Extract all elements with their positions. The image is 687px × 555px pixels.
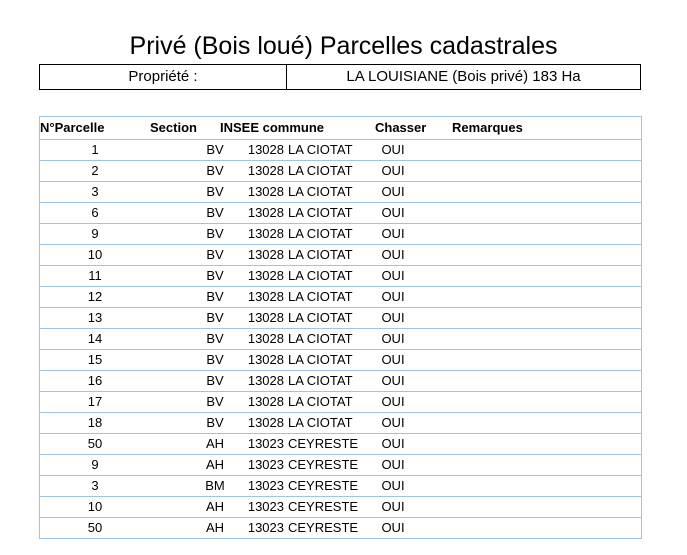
cell-parcelle: 11 — [88, 268, 102, 283]
cell-chasser-wrap — [375, 140, 452, 161]
cell-parcelle: 12 — [87, 289, 103, 304]
cell-insee-code: 13028 — [247, 142, 284, 157]
cell-chasser-wrap — [375, 455, 452, 476]
cell-section: BV — [206, 289, 224, 304]
cell-chasser: OUI — [381, 226, 405, 241]
cell-chasser-wrap — [375, 497, 452, 518]
cell-insee-code: 13028 — [247, 331, 284, 346]
cell-parcelle: 3 — [91, 478, 99, 493]
cell-chasser: OUI — [381, 457, 405, 472]
cell-chasser-wrap — [375, 224, 452, 245]
cell-section-wrap — [150, 518, 225, 539]
cell-insee-commune — [220, 434, 375, 455]
cell-insee-code: 13028 — [247, 394, 284, 409]
cell-section: AH — [205, 436, 225, 451]
cell-section: BM — [205, 478, 225, 493]
cell-section: BV — [206, 373, 224, 388]
cell-section-wrap — [150, 455, 225, 476]
cell-remarques — [452, 350, 642, 371]
table-row — [40, 329, 642, 350]
cell-chasser: OUI — [381, 247, 405, 262]
table-row — [40, 413, 642, 434]
table-row — [40, 266, 642, 287]
header-parcelle: N°Parcelle — [40, 120, 105, 135]
cell-commune: LA CIOTAT — [288, 226, 353, 241]
cell-parcelle: 3 — [91, 184, 99, 199]
cell-chasser-wrap — [375, 350, 452, 371]
cell-chasser-wrap — [375, 161, 452, 182]
cell-chasser-wrap — [375, 308, 452, 329]
cell-commune: LA CIOTAT — [288, 331, 353, 346]
cell-insee-code: 13028 — [247, 247, 284, 262]
cell-insee-code: 13028 — [247, 310, 284, 325]
table-row — [40, 518, 642, 539]
table-row — [40, 350, 642, 371]
table-row — [40, 203, 642, 224]
cell-remarques — [452, 266, 642, 287]
cell-insee-commune — [220, 371, 375, 392]
cell-chasser-wrap — [375, 182, 452, 203]
cell-commune: LA CIOTAT — [288, 205, 353, 220]
cell-chasser: OUI — [381, 373, 405, 388]
page-title: Privé (Bois loué) Parcelles cadastrales — [129, 32, 558, 60]
cell-insee-commune — [220, 224, 375, 245]
cell-insee-code: 13028 — [247, 373, 284, 388]
cell-section-wrap — [150, 476, 225, 497]
cell-insee-commune — [220, 182, 375, 203]
table-row — [40, 140, 642, 161]
cell-insee-code: 13028 — [247, 184, 284, 199]
cell-section: BV — [206, 184, 224, 199]
cell-chasser-wrap — [375, 392, 452, 413]
cell-commune: LA CIOTAT — [288, 142, 353, 157]
cell-section: BV — [206, 247, 224, 262]
cell-parcelle: 14 — [87, 331, 103, 346]
cell-chasser: OUI — [381, 352, 405, 367]
cell-parcelle: 15 — [87, 352, 103, 367]
cell-chasser: OUI — [381, 520, 405, 535]
cell-section: BV — [206, 331, 224, 346]
cell-insee-commune — [220, 497, 375, 518]
cell-insee-commune — [220, 308, 375, 329]
cell-section-wrap — [150, 329, 224, 350]
cell-remarques — [452, 329, 642, 350]
cell-section-wrap — [150, 287, 224, 308]
cell-insee-code: 13023 — [247, 520, 284, 535]
table-row — [40, 476, 642, 497]
cell-remarques — [452, 476, 642, 497]
cell-section: BV — [206, 352, 224, 367]
cell-commune: LA CIOTAT — [288, 247, 353, 262]
cell-insee-commune — [220, 413, 375, 434]
cell-section-wrap — [150, 161, 224, 182]
cell-insee-commune — [220, 455, 375, 476]
table-row — [40, 392, 642, 413]
cell-chasser: OUI — [381, 268, 405, 283]
cell-insee-code: 13028 — [247, 268, 284, 283]
cell-insee-code: 13023 — [247, 499, 284, 514]
cell-section-wrap — [150, 140, 224, 161]
cell-section: BV — [206, 394, 224, 409]
cell-parcelle: 16 — [87, 373, 103, 388]
cell-insee-commune — [220, 161, 375, 182]
header-remarques: Remarques — [452, 120, 523, 135]
cell-remarques — [452, 140, 642, 161]
cell-commune: LA CIOTAT — [288, 163, 353, 178]
cell-remarques — [452, 224, 642, 245]
cell-commune: CEYRESTE — [288, 478, 359, 493]
cell-commune: CEYRESTE — [288, 457, 359, 472]
cell-remarques — [452, 161, 642, 182]
cell-chasser: OUI — [381, 205, 405, 220]
cell-chasser-wrap — [375, 329, 452, 350]
cell-remarques — [452, 455, 642, 476]
cell-chasser: OUI — [381, 331, 405, 346]
cell-chasser-wrap — [375, 434, 452, 455]
cell-insee-commune — [220, 392, 375, 413]
cell-parcelle: 10 — [87, 247, 103, 262]
cell-section-wrap — [150, 497, 225, 518]
cell-section-wrap — [150, 182, 224, 203]
property-label: Propriété : — [40, 65, 287, 89]
cell-section: BV — [206, 205, 224, 220]
parcel-table — [39, 116, 642, 539]
cell-chasser-wrap — [375, 413, 452, 434]
cell-section: BV — [206, 268, 224, 283]
cell-section: BV — [206, 142, 224, 157]
cell-chasser-wrap — [375, 266, 452, 287]
cell-parcelle: 13 — [87, 310, 103, 325]
cell-section-wrap — [150, 308, 224, 329]
cell-section: AH — [205, 457, 225, 472]
cell-chasser: OUI — [381, 499, 405, 514]
table-row — [40, 371, 642, 392]
cell-remarques — [452, 287, 642, 308]
cell-chasser: OUI — [381, 478, 405, 493]
cell-section-wrap — [150, 392, 224, 413]
cell-chasser: OUI — [381, 289, 405, 304]
header-insee-commune: INSEE commune — [220, 120, 325, 135]
cell-insee-commune — [220, 518, 375, 539]
cell-commune: CEYRESTE — [288, 436, 359, 451]
property-value: LA LOUISIANE (Bois privé) 183 Ha — [346, 68, 581, 85]
cell-section: BV — [206, 415, 224, 430]
table-row — [40, 287, 642, 308]
cell-section-wrap — [150, 245, 224, 266]
cell-chasser-wrap — [375, 203, 452, 224]
table-body — [40, 140, 642, 539]
cell-remarques — [452, 371, 642, 392]
cell-section-wrap — [150, 266, 224, 287]
cell-chasser: OUI — [381, 163, 405, 178]
cell-remarques — [452, 497, 642, 518]
cell-chasser: OUI — [381, 415, 405, 430]
cell-commune: LA CIOTAT — [288, 352, 353, 367]
cell-commune: LA CIOTAT — [288, 415, 353, 430]
cell-commune: LA CIOTAT — [288, 373, 353, 388]
cell-section: BV — [206, 226, 224, 241]
header-section: Section — [150, 120, 197, 135]
cell-section-wrap — [150, 350, 224, 371]
cell-remarques — [452, 392, 642, 413]
cell-section-wrap — [150, 371, 224, 392]
cell-remarques — [452, 518, 642, 539]
cell-commune: LA CIOTAT — [288, 184, 353, 199]
cell-insee-code: 13028 — [247, 289, 284, 304]
cell-chasser: OUI — [381, 394, 405, 409]
table-header-row — [40, 117, 642, 140]
cell-section-wrap — [150, 224, 224, 245]
cell-insee-commune — [220, 245, 375, 266]
property-box — [39, 64, 641, 90]
cell-insee-code: 13023 — [247, 457, 284, 472]
cell-insee-code: 13028 — [247, 205, 284, 220]
cell-chasser-wrap — [375, 518, 452, 539]
cell-insee-commune — [220, 350, 375, 371]
table-row — [40, 245, 642, 266]
cell-chasser: OUI — [381, 310, 405, 325]
cell-commune: LA CIOTAT — [288, 394, 353, 409]
cell-insee-commune — [220, 476, 375, 497]
cell-insee-commune — [220, 266, 375, 287]
cell-remarques — [452, 434, 642, 455]
table-row — [40, 161, 642, 182]
header-chasser: Chasser — [375, 120, 427, 135]
table-row — [40, 182, 642, 203]
cell-insee-code: 13023 — [247, 478, 284, 493]
cell-parcelle: 50 — [87, 520, 103, 535]
cell-insee-commune — [220, 140, 375, 161]
cell-chasser-wrap — [375, 371, 452, 392]
cell-section-wrap — [150, 413, 224, 434]
cell-parcelle: 50 — [87, 436, 103, 451]
cell-commune: CEYRESTE — [288, 520, 359, 535]
cell-parcelle: 6 — [91, 205, 99, 220]
cell-insee-code: 13028 — [247, 415, 284, 430]
cell-commune: LA CIOTAT — [288, 289, 353, 304]
cell-insee-code: 13028 — [247, 163, 284, 178]
cell-section-wrap — [150, 434, 225, 455]
cell-remarques — [452, 245, 642, 266]
cell-parcelle: 10 — [87, 499, 103, 514]
cell-parcelle: 9 — [91, 226, 99, 241]
cell-insee-commune — [220, 203, 375, 224]
cell-commune: CEYRESTE — [288, 499, 359, 514]
cell-insee-commune — [220, 329, 375, 350]
cell-parcelle: 1 — [91, 142, 99, 157]
cell-parcelle: 18 — [87, 415, 103, 430]
cell-remarques — [452, 182, 642, 203]
cell-remarques — [452, 413, 642, 434]
cell-chasser-wrap — [375, 245, 452, 266]
cell-parcelle: 2 — [91, 163, 99, 178]
cell-section: BV — [206, 163, 224, 178]
cell-chasser-wrap — [375, 287, 452, 308]
table-row — [40, 434, 642, 455]
cell-section-wrap — [150, 203, 224, 224]
cell-insee-code: 13028 — [247, 352, 284, 367]
cell-parcelle: 9 — [91, 457, 99, 472]
cell-chasser: OUI — [381, 142, 405, 157]
cell-section: BV — [206, 310, 224, 325]
table-row — [40, 308, 642, 329]
cell-parcelle: 17 — [87, 394, 103, 409]
cell-insee-commune — [220, 287, 375, 308]
cell-commune: LA CIOTAT — [288, 310, 353, 325]
table-row — [40, 224, 642, 245]
cell-insee-code: 13028 — [247, 226, 284, 241]
table-row — [40, 497, 642, 518]
cell-insee-code: 13023 — [247, 436, 284, 451]
cell-chasser: OUI — [381, 436, 405, 451]
cell-remarques — [452, 203, 642, 224]
cell-chasser-wrap — [375, 476, 452, 497]
cell-chasser: OUI — [381, 184, 405, 199]
cell-section: AH — [205, 520, 225, 535]
cell-remarques — [452, 308, 642, 329]
cell-commune: LA CIOTAT — [288, 268, 353, 283]
table-row — [40, 455, 642, 476]
cell-section: AH — [205, 499, 225, 514]
